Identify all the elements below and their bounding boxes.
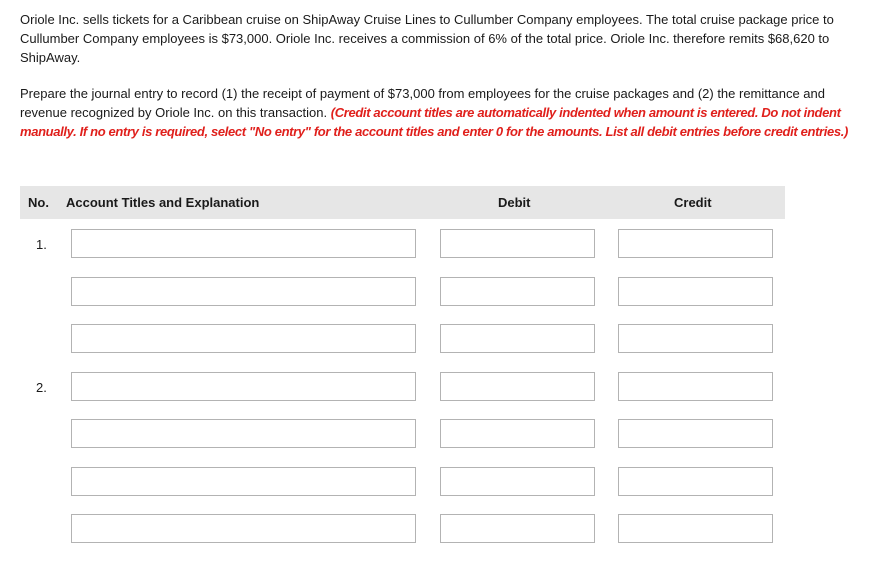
table-row <box>20 362 785 410</box>
table-row <box>20 504 785 552</box>
header-debit: Debit <box>498 195 531 210</box>
credit-input[interactable] <box>618 372 773 401</box>
credit-input[interactable] <box>618 419 773 448</box>
account-title-input[interactable] <box>71 229 416 258</box>
table-header <box>20 186 785 219</box>
debit-input[interactable] <box>440 467 595 496</box>
debit-input[interactable] <box>440 419 595 448</box>
debit-input[interactable] <box>440 514 595 543</box>
account-title-input[interactable] <box>71 324 416 353</box>
credit-input[interactable] <box>618 229 773 258</box>
account-title-input[interactable] <box>71 372 416 401</box>
debit-input[interactable] <box>440 229 595 258</box>
table-row <box>20 219 785 267</box>
credit-input[interactable] <box>618 514 773 543</box>
instructions <box>20 84 859 141</box>
table-row <box>20 267 785 315</box>
credit-input[interactable] <box>618 324 773 353</box>
account-title-input[interactable] <box>71 467 416 496</box>
account-title-input[interactable] <box>71 514 416 543</box>
table-row <box>20 314 785 362</box>
header-account-titles: Account Titles and Explanation <box>66 195 260 210</box>
account-title-input[interactable] <box>71 277 416 306</box>
problem-statement: Oriole Inc. sells tickets for a Caribbean cruise on ShipAway Cruise Lines to Cullumber Company employees. The total cruise package price to Cullumber Company employees is $73,000. Oriole Inc. receives a commission of 6% of the total price. Oriole Inc. therefore remits $68,620 to ShipAway. <box>20 12 834 65</box>
debit-input[interactable] <box>440 372 595 401</box>
instructions-text: Prepare the journal entry to record (1) the receipt of payment of $73,000 from employees for the cruise packages and (2) the remittance and revenue recognized by Oriole Inc. on this transaction. <box>20 86 825 120</box>
journal-entry-table <box>20 186 785 552</box>
header-credit: Credit <box>674 195 712 210</box>
instructions-note: (Credit account titles are automatically indented when amount is entered. Do not indent manually. If no entry is required, select "No entry" for the account titles and enter 0 for the amounts. List all debit entries before credit entries.) <box>20 105 849 139</box>
credit-input[interactable] <box>618 467 773 496</box>
table-row <box>20 457 785 505</box>
account-title-input[interactable] <box>71 419 416 448</box>
entry-number: 1. <box>36 237 47 252</box>
entry-number: 2. <box>36 379 47 395</box>
table-row <box>20 409 785 457</box>
debit-input[interactable] <box>440 277 595 306</box>
header-no: No. <box>28 195 49 210</box>
debit-input[interactable] <box>440 324 595 353</box>
credit-input[interactable] <box>618 277 773 306</box>
